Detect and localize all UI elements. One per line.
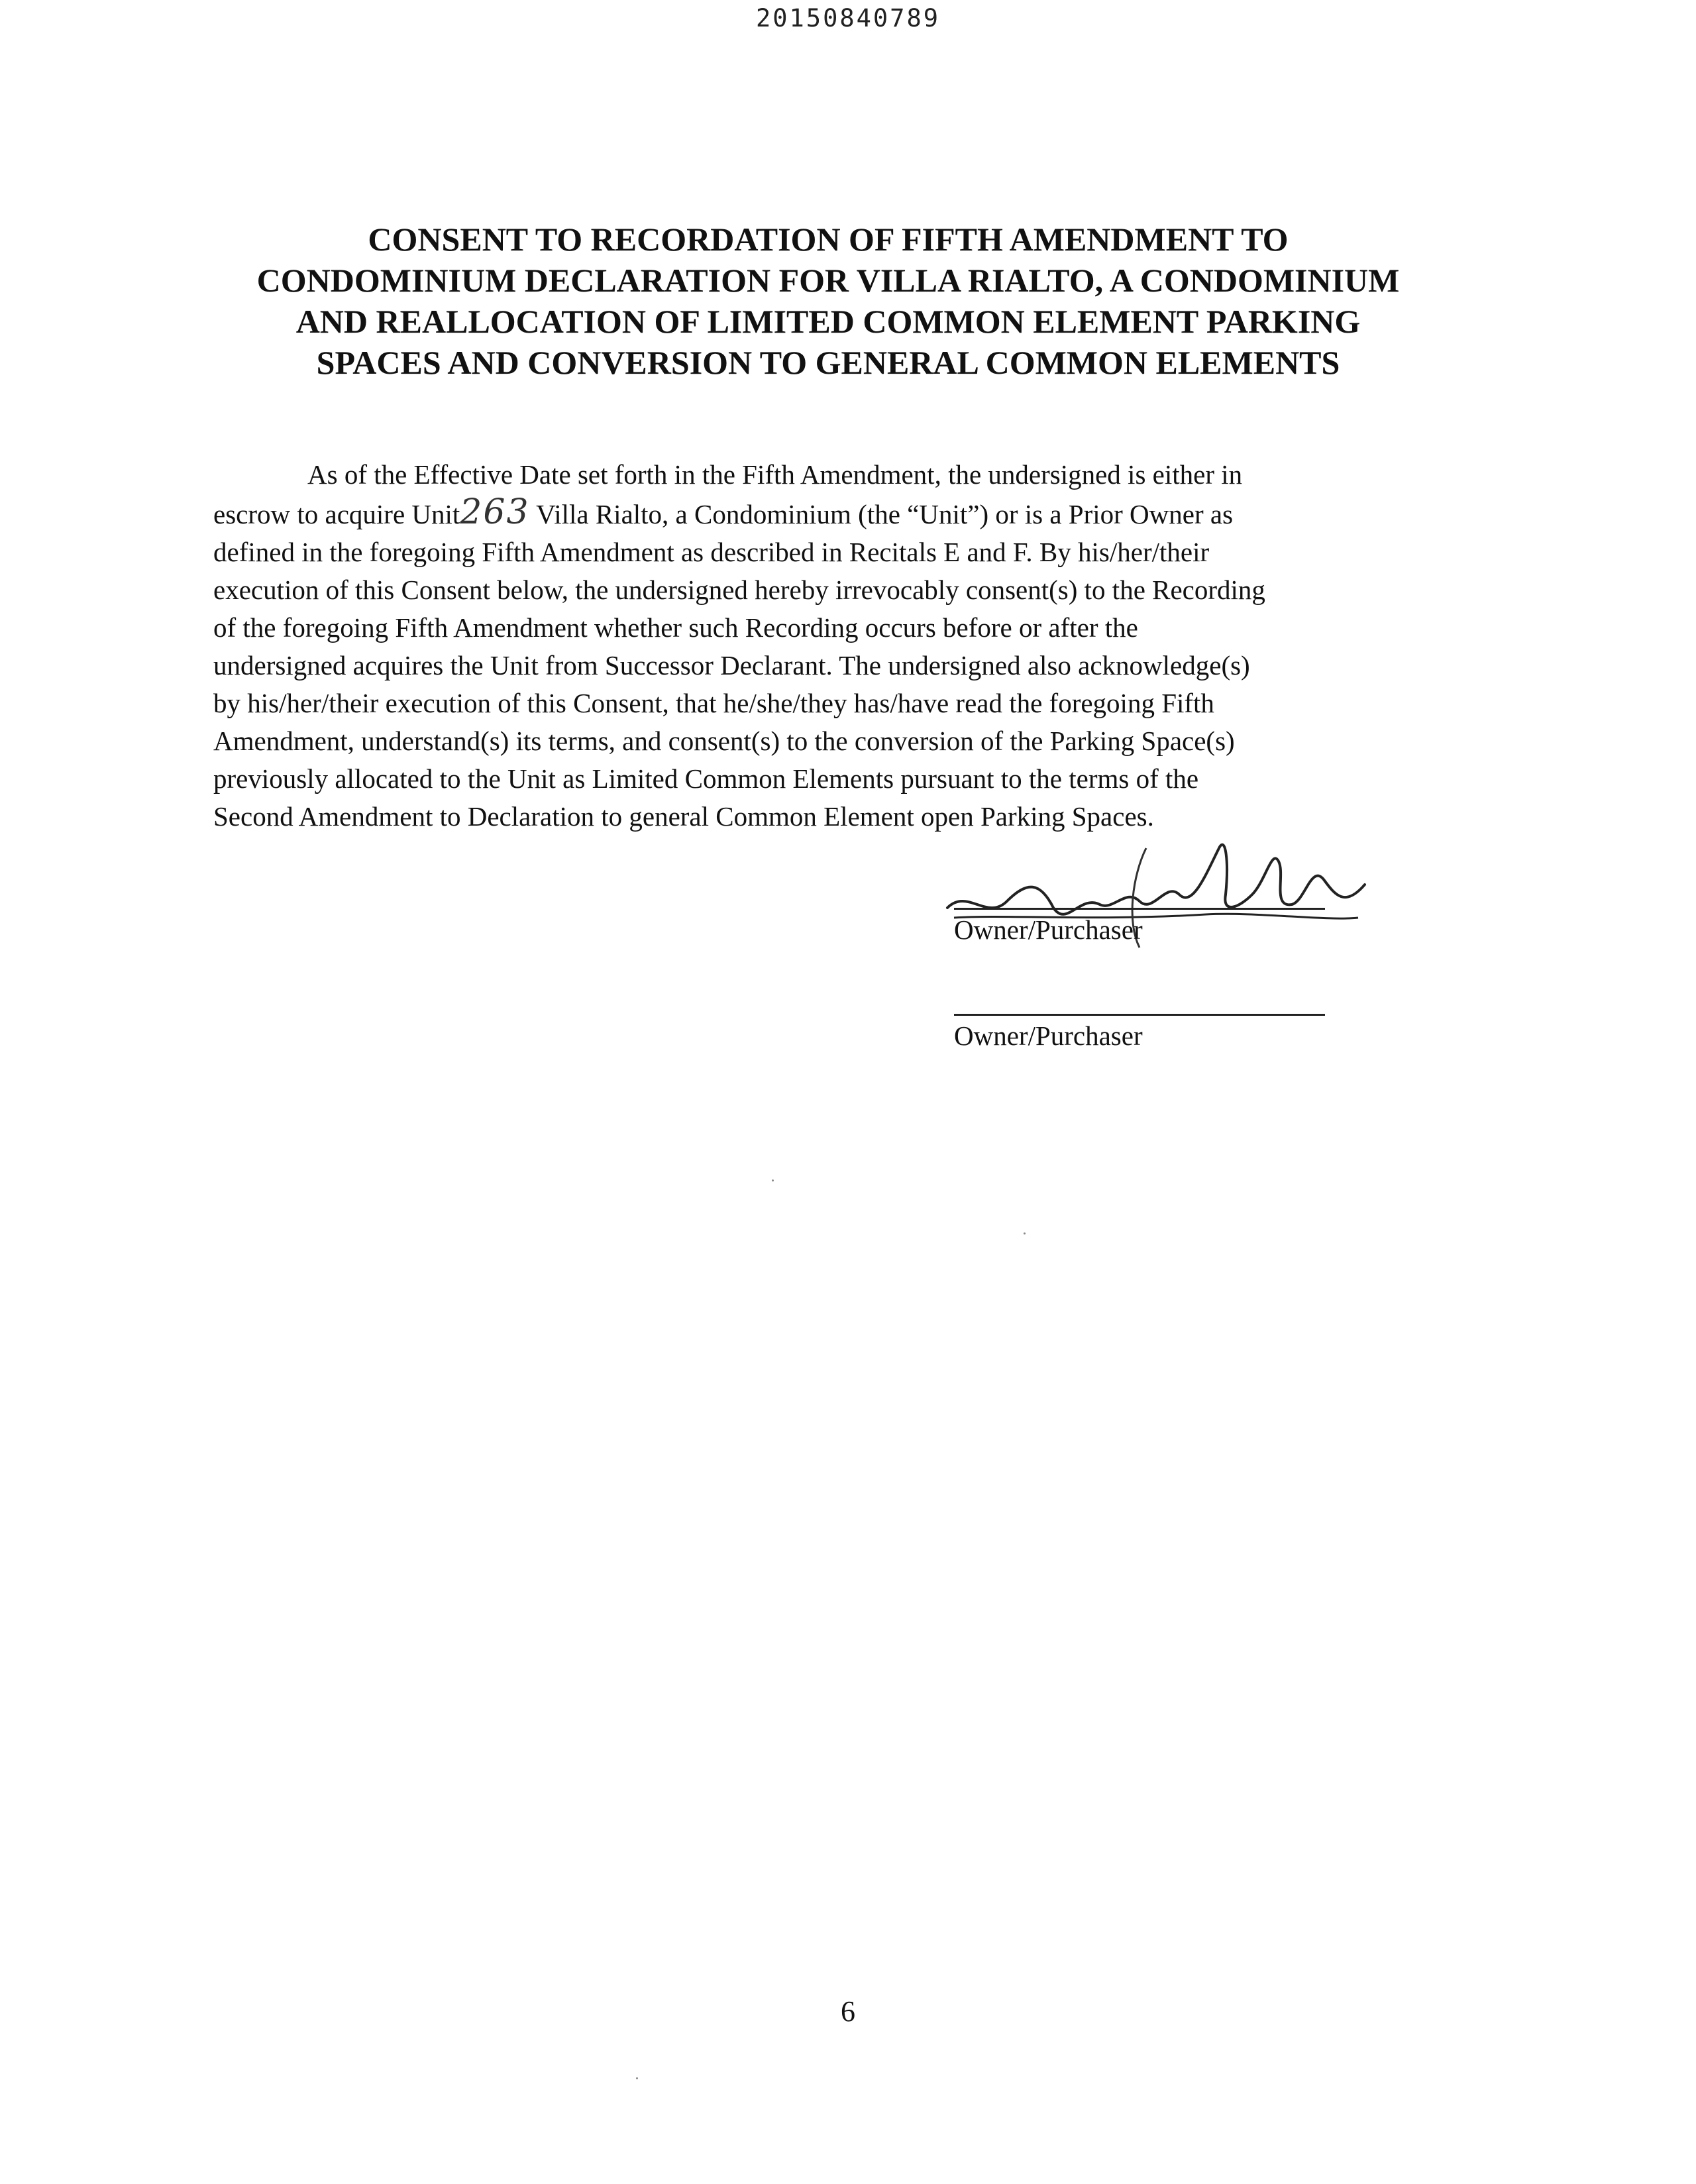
title-line: AND REALLOCATION OF LIMITED COMMON ELEMENT PARKING bbox=[295, 303, 1361, 340]
scan-speck bbox=[1024, 1232, 1026, 1234]
paragraph-line: undersigned acquires the Unit from Successor Declarant. The undersigned also acknowledge(s) bbox=[213, 650, 1250, 681]
scan-speck bbox=[636, 2077, 638, 2079]
paragraph-line: of the foregoing Fifth Amendment whether such Recording occurs before or after the bbox=[213, 612, 1138, 643]
signature-line bbox=[954, 1014, 1325, 1016]
paragraph-line: defined in the foregoing Fifth Amendment as described in Recitals E and F. By his/her/their bbox=[213, 537, 1210, 567]
paragraph-line: execution of this Consent below, the undersigned hereby irrevocably consent(s) to the Recording bbox=[213, 574, 1265, 605]
page-number: 6 bbox=[841, 1995, 855, 2028]
document-number: 20150840789 bbox=[755, 4, 941, 32]
title-line: CONDOMINIUM DECLARATION FOR VILLA RIALTO, A CONDOMINIUM bbox=[256, 262, 1400, 299]
scan-speck bbox=[772, 1179, 774, 1181]
consent-paragraph bbox=[213, 456, 1438, 836]
paragraph-line: Second Amendment to Declaration to general Common Element open Parking Spaces. bbox=[213, 801, 1154, 832]
handwritten-unit-number: 263 bbox=[460, 492, 530, 532]
paragraph-text: Villa Rialto, a Condominium (the “Unit”) or is a Prior Owner as bbox=[529, 499, 1234, 529]
paragraph-line: Amendment, understand(s) its terms, and consent(s) to the conversion of the Parking Space(s) bbox=[213, 726, 1235, 756]
paragraph-line bbox=[213, 494, 1438, 533]
paragraph-text: escrow to acquire Unit bbox=[213, 499, 460, 529]
signature-block-1 bbox=[954, 908, 1338, 946]
title-line: SPACES AND CONVERSION TO GENERAL COMMON ELEMENTS bbox=[316, 344, 1340, 381]
signature-line bbox=[954, 908, 1325, 910]
paragraph-line: previously allocated to the Unit as Limited Common Elements pursuant to the terms of the bbox=[213, 763, 1199, 794]
signature-block-2 bbox=[954, 1014, 1338, 1052]
title-line: CONSENT TO RECORDATION OF FIFTH AMENDMENT TO bbox=[368, 221, 1289, 258]
signature-label: Owner/Purchaser bbox=[954, 1020, 1143, 1051]
paragraph-line: by his/her/their execution of this Consent, that he/she/they has/have read the foregoing Fifth bbox=[213, 688, 1214, 718]
signature-label: Owner/Purchaser bbox=[954, 914, 1143, 945]
paragraph-line: As of the Effective Date set forth in the Fifth Amendment, the undersigned is either in bbox=[307, 459, 1243, 490]
document-title bbox=[199, 219, 1458, 383]
